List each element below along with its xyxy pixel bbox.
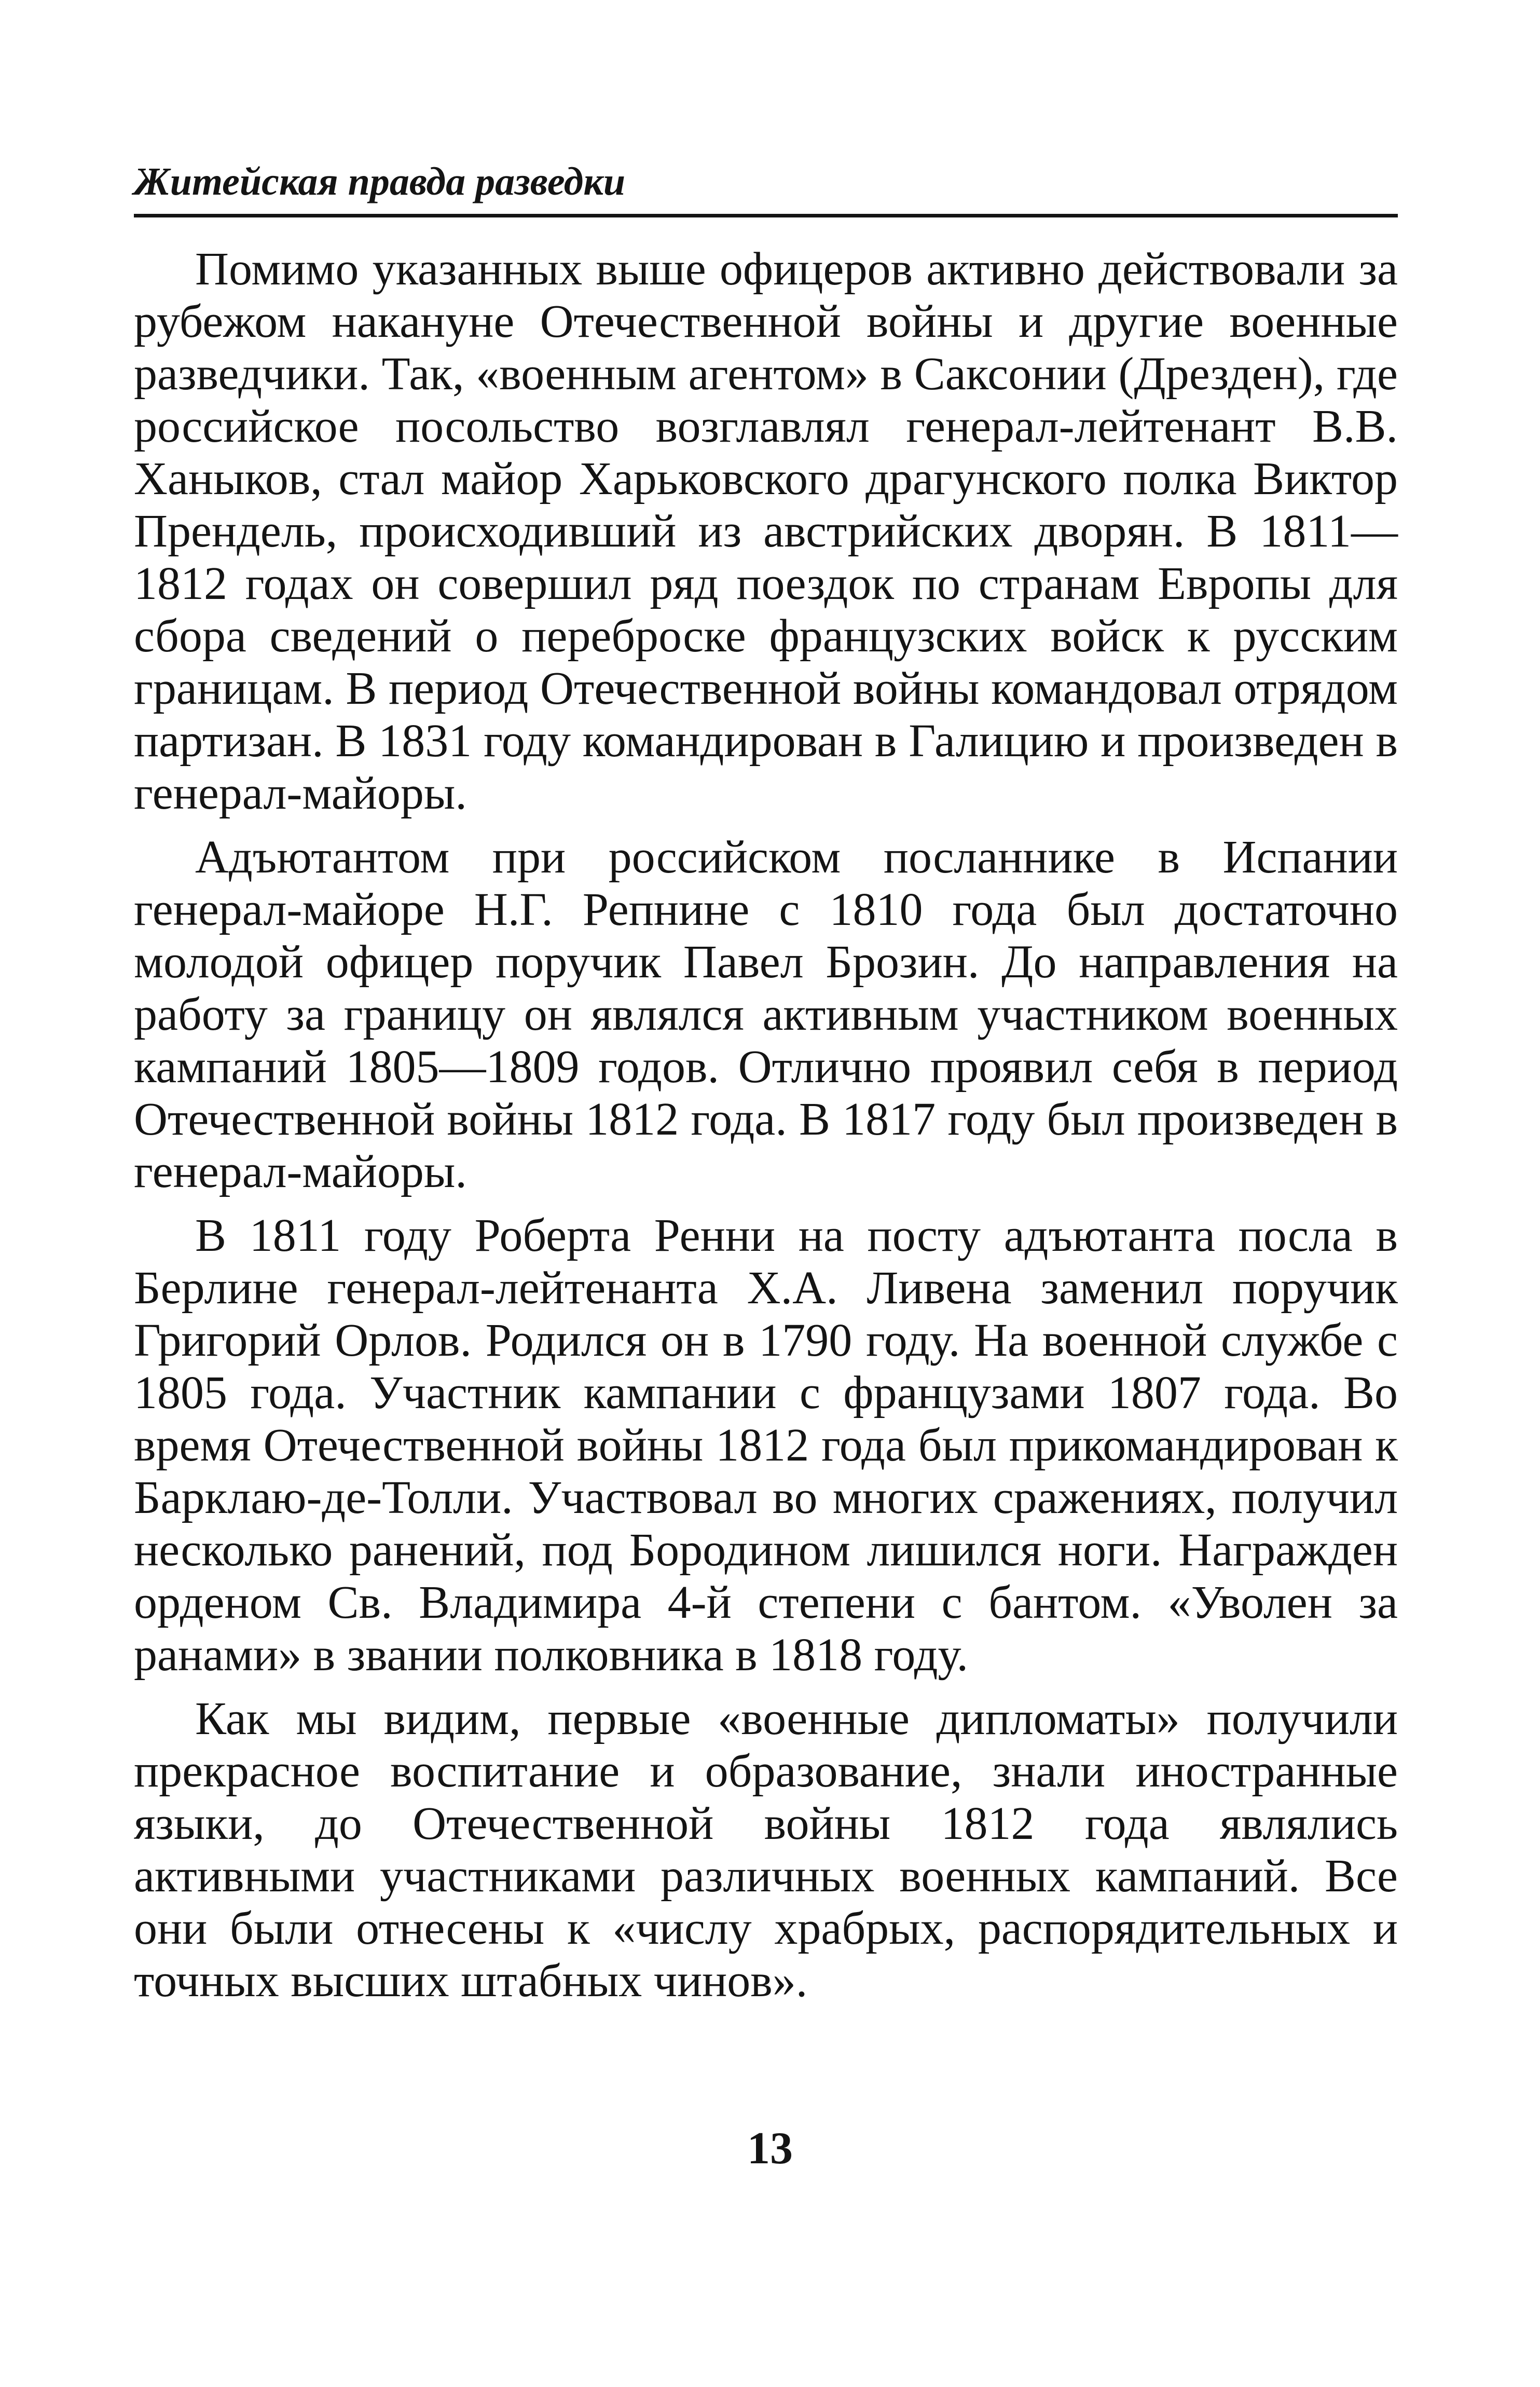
header-rule: [134, 214, 1398, 217]
running-head: Житейская правда разведки: [134, 160, 626, 203]
body-text: [134, 243, 1398, 2007]
paragraph-3: В 1811 году Роберта Ренни на посту адъютанта посла в Берлине генерал-лейтенанта Х.А. Ливена заменил поручик Григорий Орлов. Родился он в 1790 году. На военной службе с 1805 года. Участник кампании с французами 1807 года. Во время Отечественной войны 1812 года был прикомандирован к Барклаю-де-Толли. Участвовал во многих сражениях, получил несколько ранений, под Бородином лишился ноги. Награжден орденом Св. Владимира 4-й степени с бантом. «Уволен за ранами» в звании полковника в 1818 году.: [134, 1210, 1398, 1681]
paragraph-1: Помимо указанных выше офицеров активно действовали за рубежом накануне Отечественной войны и другие военные разведчики. Так, «военным агентом» в Саксонии (Дрезден), где российское посольство возглавлял генерал-лейтенант В.В. Ханыков, стал майор Харьковского драгунского полка Виктор Прендель, происходивший из австрийских дворян. В 1811—1812 годах он совершил ряд поездок по странам Европы для сбора сведений о переброске французских войск к русским границам. В период Отечественной войны командовал отрядом партизан. В 1831 году командирован в Галицию и произведен в генерал-майоры.: [134, 243, 1398, 819]
page-number: 13: [747, 2123, 793, 2174]
paragraph-2: Адъютантом при российском посланнике в Испании генерал-майоре Н.Г. Репнине с 1810 года был достаточно молодой офицер поручик Павел Брозин. До направления на работу за границу он являлся активным участником военных кампаний 1805—1809 годов. Отлично проявил себя в период Отечественной войны 1812 года. В 1817 году был произведен в генерал-майоры.: [134, 831, 1398, 1197]
paragraph-4: Как мы видим, первые «военные дипломаты» получили прекрасное воспитание и образование, знали иностранные языки, до Отечественной войны 1812 года являлись активными участниками различных военных кампаний. Все они были отнесены к «числу храбрых, распорядительных и точных высших штабных чинов».: [134, 1693, 1398, 2007]
